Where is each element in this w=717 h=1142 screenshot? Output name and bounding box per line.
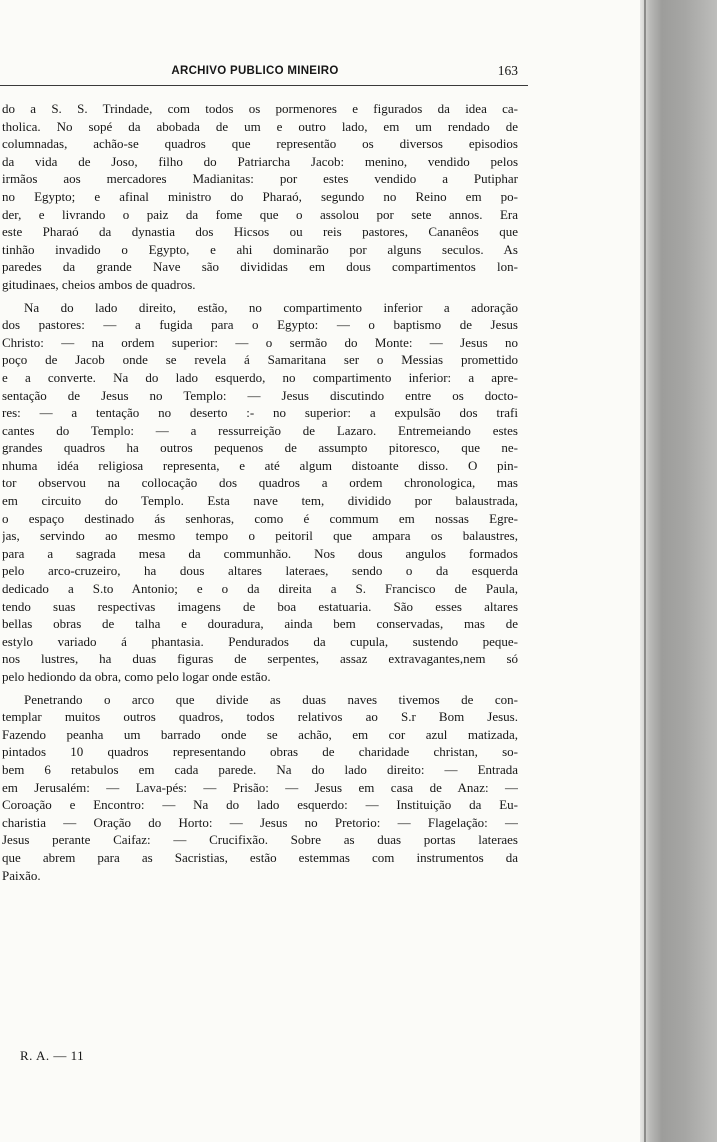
text-line: grandes quadros ha outros pequenos de assumpto pitoresco, que ne- bbox=[2, 440, 518, 456]
text-line: da vida de Joso, filho do Patriarcha Jacob: menino, vendido pelos bbox=[2, 153, 518, 169]
text-line: Coroação e Encontro: — Na do lado esquerdo: — Instituição da Eu- bbox=[2, 797, 518, 813]
text-line: pintados 10 quadros representando obras de charidade christan, so- bbox=[2, 744, 518, 760]
paragraph bbox=[2, 691, 518, 885]
paragraph bbox=[2, 299, 518, 686]
text-line: Na do lado direito, estão, no compartimento inferior a adoração bbox=[24, 299, 518, 315]
text-line: templar muitos outros quadros, todos relativos ao S.r Bom Jesus. bbox=[2, 709, 518, 725]
text-line: tendo suas respectivas imagens de boa estatuaria. São esses altares bbox=[2, 598, 518, 614]
text-line: para a sagrada mesa da communhão. Nos dous angulos formados bbox=[2, 545, 518, 561]
text-line: der, e livrando o paiz da fome que o assolou por sete annos. Era bbox=[2, 206, 518, 222]
text-line: bem 6 retabulos em cada parede. Na do lado direito: — Entrada bbox=[2, 761, 518, 777]
running-title: ARCHIVO PUBLICO MINEIRO bbox=[171, 65, 339, 77]
text-line: em circuito do Templo. Esta nave tem, dividido por balaustrada, bbox=[2, 493, 518, 509]
text-line: e a converte. Na do lado esquerdo, no compartimento inferior: a apre- bbox=[2, 369, 518, 385]
text-line: gitudinaes, cheios ambos de quadros. bbox=[2, 276, 196, 292]
text-line: tholica. No sopé da abobada de um e outro lado, em um rendado de bbox=[2, 118, 518, 134]
text-line: do a S. S. Trindade, com todos os pormenores e figurados da idea ca- bbox=[2, 101, 518, 116]
text-line: poço de Jacob onde se revela á Samaritana ser o Messias promettido bbox=[2, 352, 518, 368]
text-line: em Jerusalém: — Lava-pés: — Prisão: — Jesus em casa de Anaz: — bbox=[2, 779, 518, 795]
text-line: que abrem para as Sacristias, estão estemmas com instrumentos da bbox=[2, 849, 518, 865]
text-line: tinhão invadido o Egypto, e ahi dominarão por alguns seculos. As bbox=[2, 241, 518, 257]
text-line: charistia — Oração do Horto: — Jesus no Pretorio: — Flagelação: — bbox=[2, 814, 518, 830]
text-line: no Egypto; e afinal ministro do Pharaó, segundo no Reino em po- bbox=[2, 188, 518, 204]
text-line: Christo: — na ordem superior: — o sermão do Monte: — Jesus no bbox=[2, 334, 518, 350]
text-line: bellas obras de talha e douradura, ainda bem conservadas, mas de bbox=[2, 616, 518, 632]
running-header bbox=[0, 63, 528, 86]
adjacent-page-edge bbox=[640, 0, 717, 1142]
body-text bbox=[2, 100, 518, 884]
text-line: Fazendo peanha um barrado onde se achão, em cor azul matizada, bbox=[2, 726, 518, 742]
text-line: sentação de Jesus no Templo: — Jesus discutindo entre os docto- bbox=[2, 387, 518, 403]
text-line: columnadas, achão-se quadros que representão os diversos episodios bbox=[2, 136, 518, 152]
text-line: Jesus perante Caifaz: — Crucifixão. Sobre as duas portas lateraes bbox=[2, 832, 518, 848]
text-line: tor observou na collocação dos quadros a ordem chronologica, mas bbox=[2, 475, 518, 491]
page-number: 163 bbox=[497, 63, 518, 78]
text-line: paredes da grande Nave são divididas em dous compartimentos lon- bbox=[2, 259, 518, 275]
text-line: Penetrando o arco que divide as duas naves tivemos de con- bbox=[24, 691, 518, 707]
text-line: dedicado a S.to Antonio; e o da direita a S. Francisco de Paula, bbox=[2, 581, 518, 597]
text-line: cantes do Templo: — a ressurreição de Lazaro. Entremeiando estes bbox=[2, 422, 518, 438]
text-line: Paixão. bbox=[2, 867, 41, 883]
text-line: irmãos aos mercadores Madianitas: por estes vendido a Putiphar bbox=[2, 171, 518, 187]
paragraph bbox=[2, 100, 518, 294]
signature-mark: R. A. — 11 bbox=[20, 1048, 85, 1063]
text-line: estylo variado á phantasia. Pendurados da cupula, sustendo peque- bbox=[2, 633, 518, 649]
text-line: nos lustres, ha duas figuras de serpentes, assaz extravagantes,nem só bbox=[2, 651, 518, 667]
text-line: nhuma idéa religiosa representa, e até algum distoante disso. O pin- bbox=[2, 457, 518, 473]
text-line: este Pharaó da dynastia dos Hicsos ou reis pastores, Cananêos que bbox=[2, 224, 518, 240]
text-line: res: — a tentação no deserto :- no superior: a expulsão dos trafi bbox=[2, 405, 518, 421]
text-line: pelo arco-cruzeiro, ha dous altares lateraes, sendo o da esquerda bbox=[2, 563, 518, 579]
text-line: jas, servindo ao mesmo tempo o peitoril que ampara os balaustres, bbox=[2, 528, 518, 544]
text-line: dos pastores: — a fugida para o Egypto: — o baptismo de Jesus bbox=[2, 317, 518, 333]
text-line: o espaço destinado ás senhoras, como é commum em nossas Egre- bbox=[2, 510, 518, 526]
text-line: pelo hediondo da obra, como pelo logar onde estão. bbox=[2, 669, 271, 684]
